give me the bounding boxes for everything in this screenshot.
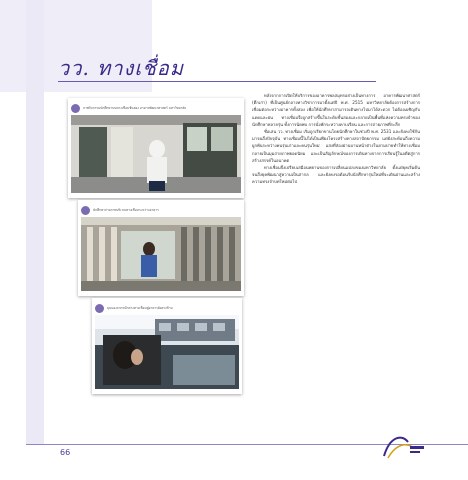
avatar: [71, 104, 80, 113]
page-title: วว. ทางเชื่อม: [58, 56, 184, 80]
title-underline: [58, 81, 376, 82]
window-photo-3: [95, 315, 239, 389]
post-header: [71, 101, 241, 115]
paragraph: ชื่อเล่น วว. ทางเชื่อม เริ่มถูกเรียกขานโดยนักศึกษาในช่วงปี พ.ศ. 2531 และยังคงใช้กันมาจนถึงปัจจุบัน ทางเชื่อมนี้ไม่ได้เป็นเพียงโครงสร้างทางสถาปัตยกรรม แต่ยังสะท้อนถึงความผูกพันระหว่างคนรุ่นเก่าและคนรุ่นใหม่ แสงที่ส่องผ่านบานหน้าต่างในยามบ่ายทำให้ทางเชื่อมกลายเป็นมุมถ่ายภาพยอดนิยม และเป็นสัญลักษณ์ของการเดินทางจากการเรียนรู้ในอดีตสู่การสร้างสรรค์ในอนาคต: [252, 129, 420, 163]
article-body: [252, 92, 420, 186]
avatar: [95, 304, 104, 313]
post-caption: ภาพกิจกรรมนักศึกษาบนทางเชื่อมชั้นสอง อาคารพัฒนาศาสตร์ มหาวิทยาลัย: [83, 106, 187, 110]
photo-post-2[interactable]: [78, 200, 244, 296]
page-number: 66: [60, 448, 71, 457]
anniversary-logo-icon: [380, 432, 428, 460]
side-bar: [26, 0, 44, 444]
photo-post-1[interactable]: [68, 98, 244, 198]
paragraph: ทางเชื่อมจึงเปรียบเสมือนพยานของการเปลี่ยนแปลงของมหาวิทยาลัย ตั้งแต่ยุคเริ่มต้นจนถึงยุคพัฒนาสู่ความเป็นสากล และยังคงรอต้อนรับนักศึกษารุ่นใหม่ที่จะเดินผ่านและสร้างความทรงจำบทใหม่ต่อไป: [252, 165, 420, 185]
corridor-photo-1: [71, 115, 241, 193]
post-header: [95, 301, 239, 315]
photo-post-3[interactable]: [92, 298, 242, 394]
paragraph: หลังจากการเปิดให้บริการของอาคารพลสมุทรอย่างเป็นทางการ อาคารพัฒนาศาสตร์ (ตึกเก่า) ที่เป็นศูนย์กลางทางวิชาการมาตั้งแต่ปี พ.ศ. 2515 มหาวิทยาลัยต้องการสร้างการเชื่อมต่อระหว่างอาคารทั้งสอง เพื่อให้นักศึกษาสามารถเดินทางไปมาได้สะดวก ไม่ต้องเผชิญกับแดดและฝน ทางเชื่อมจึงถูกสร้างขึ้นในระดับชั้นสองและกลายเป็นพื้นที่แห่งความทรงจำของนักศึกษาหลายรุ่น ทั้งการนัดพบ การนั่งพักระหว่างคาบเรียน และการถ่ายภาพที่ระลึก: [252, 93, 420, 127]
post-header: [81, 203, 241, 217]
post-caption: มุมมองจากหน้าต่างทางเชื่อมสู่อาคารฝั่งตรงข้าม: [107, 306, 173, 310]
post-caption: นักศึกษาถ่ายภาพบริเวณทางเชื่อมระหว่างอาคาร: [93, 208, 159, 212]
avatar: [81, 206, 90, 215]
corridor-photo-2: [81, 217, 241, 291]
